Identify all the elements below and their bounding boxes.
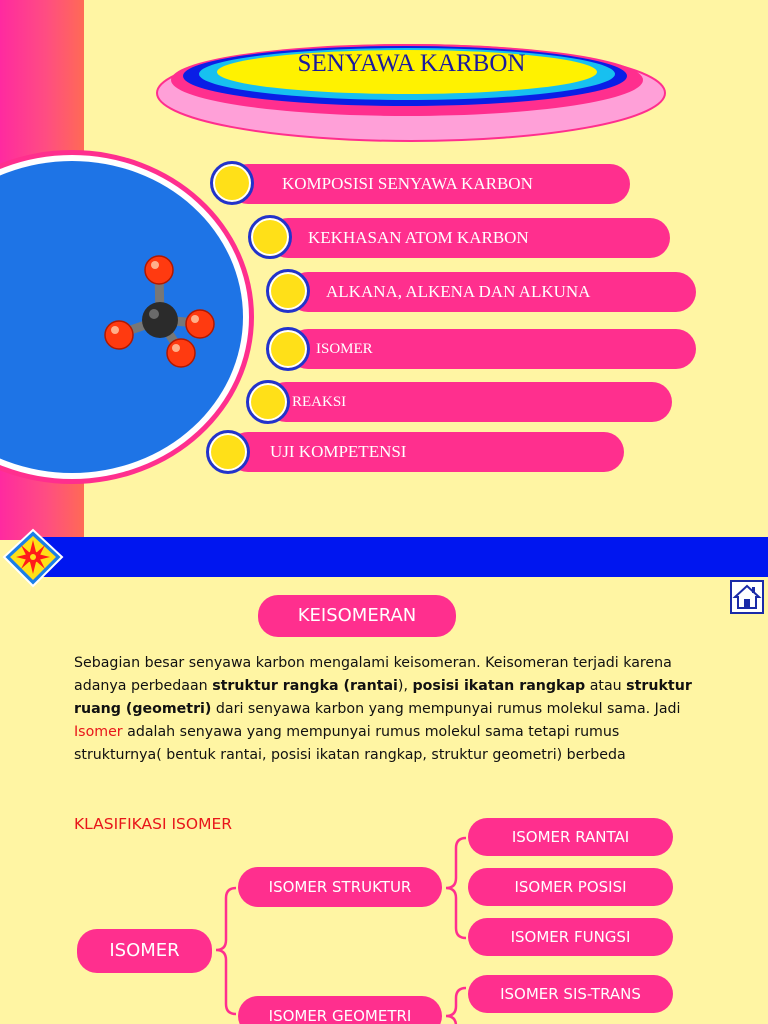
classification-title: KLASIFIKASI ISOMER	[74, 815, 233, 833]
node-isomer-fungsi: ISOMER FUNGSI	[468, 918, 673, 956]
node-isomer-sis-trans: ISOMER SIS-TRANS	[468, 975, 673, 1013]
menu-item-label: ISOMER	[316, 341, 373, 357]
node-isomer-geometri: ISOMER GEOMETRI	[238, 996, 442, 1024]
section-heading-keisomeran: KEISOMERAN	[258, 595, 456, 637]
node-isomer-struktur: ISOMER STRUKTUR	[238, 867, 442, 907]
definition-paragraph: Sebagian besar senyawa karbon mengalami keisomeran. Keisomeran terjadi karena adanya perbedaan struktur rangka (rantai), posisi ikatan rangkap atau struktur ruang (geometri) dari senyawa karbon yang mempunyai rumus molekul sama. Jadi Isomer adalah senyawa yang mempunyai rumus molekul sama tetapi rumus strukturnya( bentuk rantai, posisi ikatan rangkap, struktur geometri) berbeda	[74, 655, 692, 763]
node-isomer-rantai: ISOMER RANTAI	[468, 818, 673, 856]
node-isomer: ISOMER	[77, 929, 212, 973]
node-isomer-posisi: ISOMER POSISI	[468, 868, 673, 906]
menu-item-label: ALKANA, ALKENA DAN ALKUNA	[326, 282, 591, 301]
menu-item-label: KOMPOSISI SENYAWA KARBON	[282, 174, 533, 193]
menu-item-label: KEKHASAN ATOM KARBON	[308, 228, 529, 247]
page-title: SENYAWA KARBON	[297, 50, 526, 77]
menu-item-label: REAKSI	[292, 394, 347, 410]
menu-item-label: UJI KOMPETENSI	[270, 442, 407, 461]
